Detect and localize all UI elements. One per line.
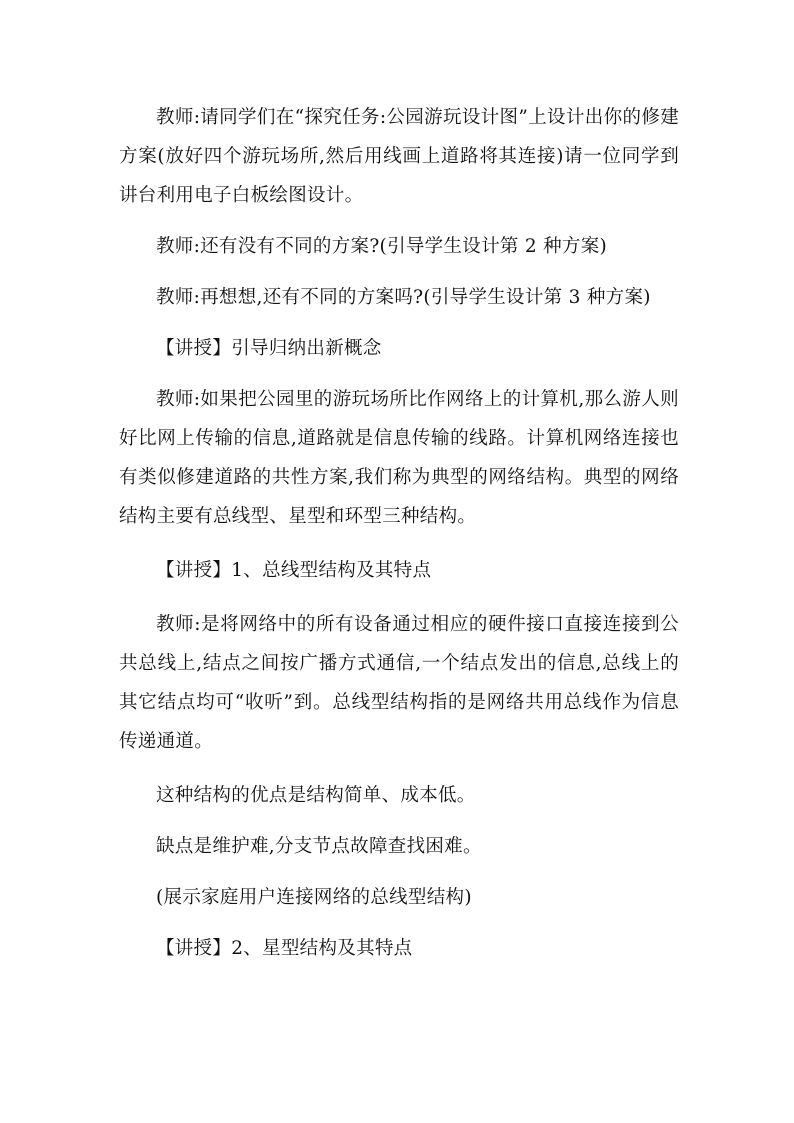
paragraph-bus-disadvantages: 缺点是维护难,分支节点故障查找困难。 (156, 836, 482, 857)
heading-new-concept: 【讲授】引导归纳出新概念 (156, 338, 382, 359)
heading-bus-topology: 【讲授】1、总线型结构及其特点 (156, 560, 432, 581)
document-body (119, 98, 679, 968)
paragraph-bus-advantages: 这种结构的优点是结构简单、成本低。 (156, 785, 476, 806)
paragraph-second-plan: 教师:还有没有不同的方案?(引导学生设计第 2 种方案) (156, 236, 608, 257)
paragraph-bus-demo-note: (展示家庭用户连接网络的总线型结构) (156, 887, 472, 908)
paragraph-network-analogy: 教师:如果把公园里的游玩场所比作网络上的计算机,那么游人则好比网上传输的信息,道路就是信息传输的线路。计算机网络连接也有类似修建道路的共性方案,我们称为典型的网络结构。典型的网络结构主要有总线型、星型和环型三种结构。 (119, 389, 679, 527)
paragraph-third-plan: 教师:再想想,还有不同的方案吗?(引导学生设计第 3 种方案) (156, 287, 651, 308)
paragraph-design-task: 教师:请同学们在“探究任务:公园游玩设计图”上设计出你的修建方案(放好四个游玩场所,然后用线画上道路将其连接)请一位同学到讲台利用电子白板绘图设计。 (119, 107, 679, 206)
paragraph-bus-definition: 教师:是将网络中的所有设备通过相应的硬件接口直接连接到公共总线上,结点之间按广播方式通信,一个结点发出的信息,总线上的其它结点均可“收听”到。总线型结构指的是网络共用总线作为信息传递通道。 (119, 614, 679, 752)
heading-star-topology: 【讲授】2、星型结构及其特点 (156, 938, 413, 959)
